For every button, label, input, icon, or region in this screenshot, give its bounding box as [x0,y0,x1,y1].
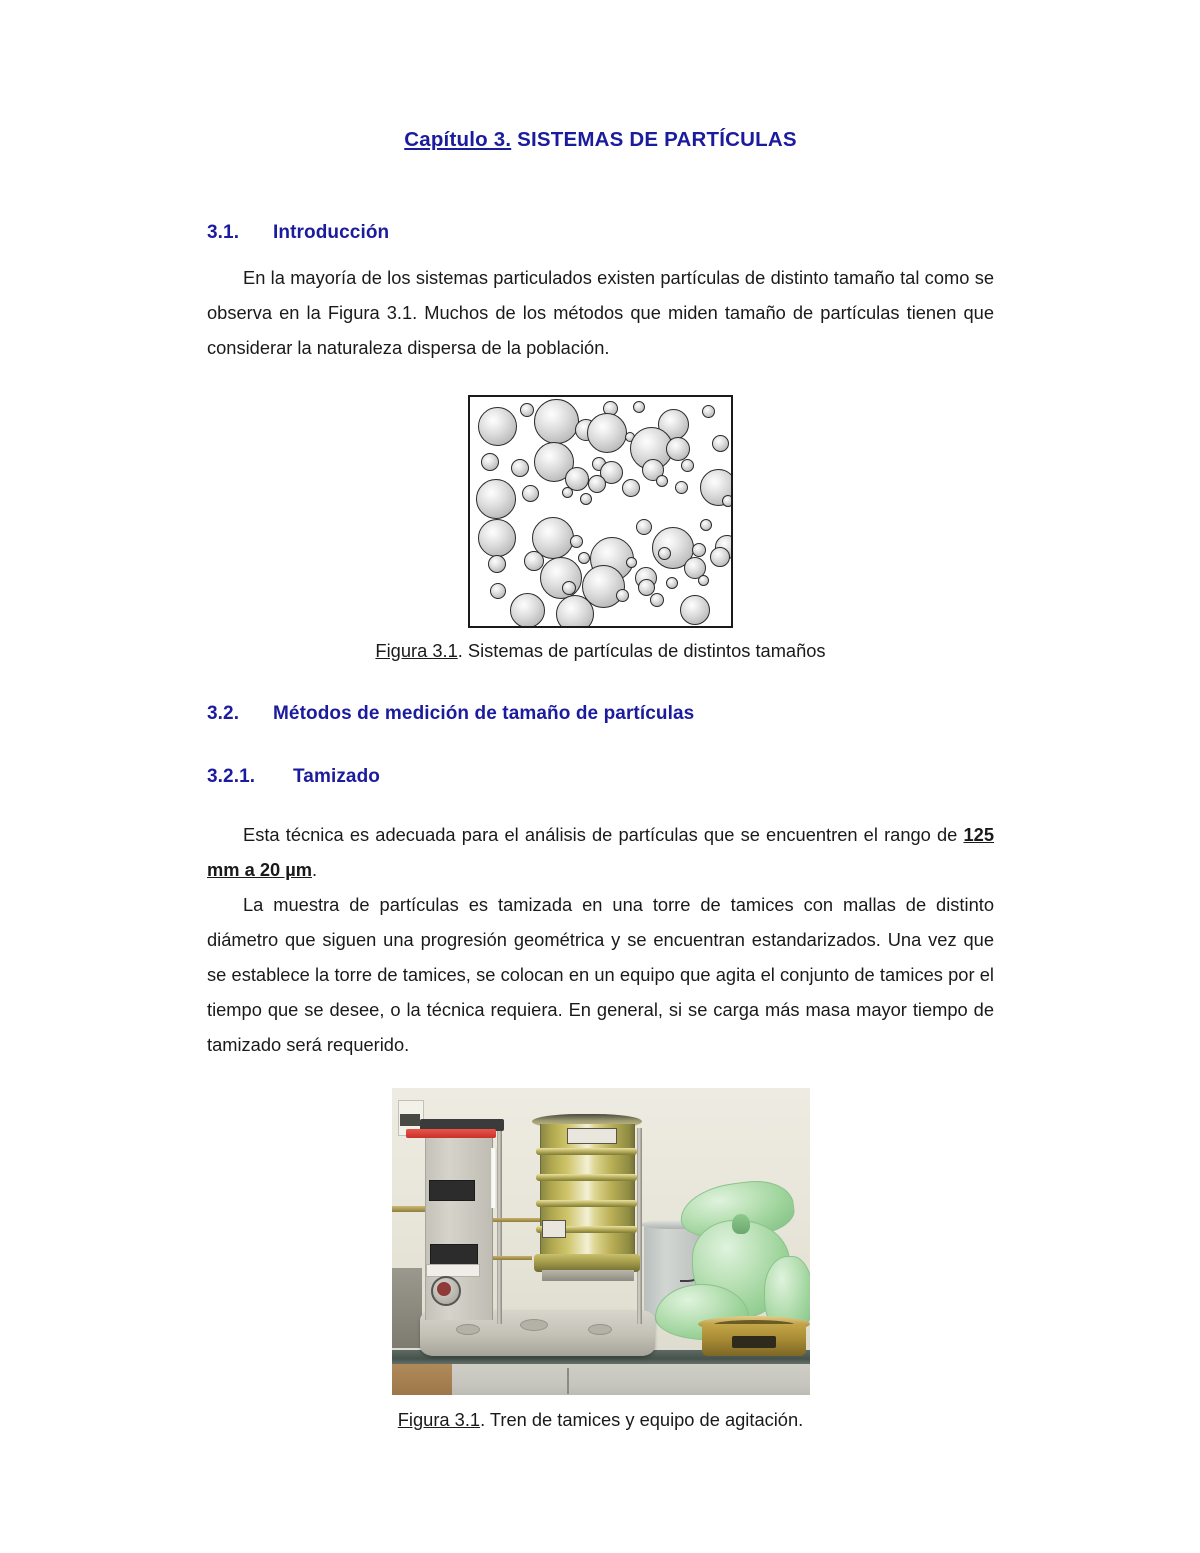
particle-circle [488,555,506,573]
photo-sieve-stack [540,1124,635,1264]
photo-base-hole-left [456,1324,480,1335]
particle-circle [562,581,576,595]
photo-crossbar-left [492,1218,544,1222]
particle-circle [681,459,694,472]
figure-2-label: Figura 3.1 [397,1409,481,1431]
particle-circle [636,519,652,535]
figure-2-container [207,1088,994,1395]
particle-circle [656,475,668,487]
photo-white-sticker [426,1264,480,1277]
heading-3-2-1-number: 3.2.1. [207,766,256,788]
photo-left-equipment [392,1268,422,1348]
particle-circle [588,475,606,493]
particle-diagram [468,395,733,628]
photo-sieve-ring-3 [536,1200,637,1207]
particle-circle [638,579,655,596]
tamizado-text-pre: Esta técnica es adecuada para el análisis de partículas que se encuentren el rango de [243,824,964,846]
particle-circle [522,485,539,502]
particle-circle [481,453,499,471]
photo-base-hole-mid [520,1319,548,1331]
figure-2-caption [207,1409,994,1431]
particle-circle [562,487,573,498]
figure-1-caption [207,640,994,662]
photo-counter-seam [567,1368,569,1394]
particle-circle [633,401,645,413]
particle-circle [556,595,594,628]
page-title [207,0,994,152]
particle-circle [692,543,706,557]
particle-circle [580,493,592,505]
photo-red-strip [406,1129,496,1138]
photo-crossbar-lower [492,1256,532,1260]
particle-circle [510,593,545,628]
heading-3-2-1-label: Tamizado [293,766,381,788]
photo-support-rod-right [637,1128,642,1324]
paragraph-tamizado-proceso: La muestra de partículas es tamizada en una torre de tamices con mallas de distinto diámetro que siguen una progresión geométrica y se encuentran estandarizados. Una vez que se establece la torre de tamices, se colocan en un equipo que agita el conjunto de tamices por el tiempo que se desee, o la técnica requiera. En general, si se carga más masa mayor tiempo de tamizado será requerido. [207,894,994,1056]
photo-support-rod-left [497,1128,502,1324]
particle-circle [710,547,730,567]
photo-base-hole-right [588,1324,612,1335]
photo-loose-sieve-clip [732,1336,776,1348]
particle-circle [626,557,637,568]
particle-circle [712,435,729,452]
photo-sieve-ring-1 [536,1148,637,1155]
particle-circle [616,589,629,602]
particle-circle [511,459,529,477]
photo-sieve-base-plate [542,1270,634,1281]
particle-circle [680,595,710,625]
sieve-shaker-photo [392,1088,810,1395]
particle-circle [490,583,506,599]
particle-circle [622,479,640,497]
photo-sieve-clamp-top [567,1128,617,1144]
particle-circle [478,519,516,557]
photo-sieve-ring-2 [536,1174,637,1181]
photo-wall-note-text [400,1114,420,1126]
heading-3-2-number: 3.2. [207,703,240,725]
paragraph-introduccion: En la mayoría de los sistemas particulados existen partículas de distinto tamaño tal como se observa en la Figura 3.1. Muchos de los métodos que miden tamaño de partículas tienen que considerar la naturaleza dispersa de la población. [207,266,994,358]
particle-circle [524,551,544,571]
figure-1-label: Figura 3.1 [375,639,458,661]
figure-1-container [207,395,994,628]
heading-3-1 [207,222,994,244]
tamizado-text-post: . [312,859,318,881]
heading-3-1-label: Introducción [273,221,390,243]
particle-circle [698,575,709,586]
particle-circle [666,577,678,589]
particle-circle [675,481,688,494]
particle-circle [650,593,664,607]
photo-machine-vent-strip [491,1148,497,1208]
heading-3-1-number: 3.1. [207,221,240,243]
figure-1-text: . Sistemas de partículas de distintos tamaños [457,639,826,661]
paragraph-tamizado-rango [207,817,994,887]
particle-circle [540,557,582,599]
photo-counter-front [392,1364,810,1395]
particle-circle [520,403,534,417]
photo-nameplate-upper [429,1180,475,1201]
size-range-value: 125 mm a 20 µm [207,824,994,881]
photo-green-bag-knot [732,1214,750,1234]
heading-3-2-1 [207,766,994,788]
particle-circle [534,399,579,444]
photo-sieve-clamp-left [542,1220,566,1238]
heading-3-2-label: Métodos de medición de tamaño de partículas [273,703,695,725]
particle-circle [722,495,733,507]
particle-circle [478,407,517,446]
particle-circle [476,479,516,519]
particle-circle [658,547,671,560]
heading-3-2 [207,703,994,725]
particle-circle [702,405,715,418]
particle-circle [587,413,627,453]
figure-2-text: . Tren de tamices y equipo de agitación. [480,1409,804,1431]
particle-circle [666,437,690,461]
particle-circle [700,519,712,531]
particle-circle [578,552,590,564]
page-title-chapter: Capítulo 3. [404,128,512,151]
photo-timer-dial-knob [437,1282,451,1296]
photo-counter-wood-panel [392,1364,452,1395]
page-title-rest: SISTEMAS DE PARTÍCULAS [511,128,797,151]
document-content [207,0,994,1431]
particle-circle [570,535,583,548]
